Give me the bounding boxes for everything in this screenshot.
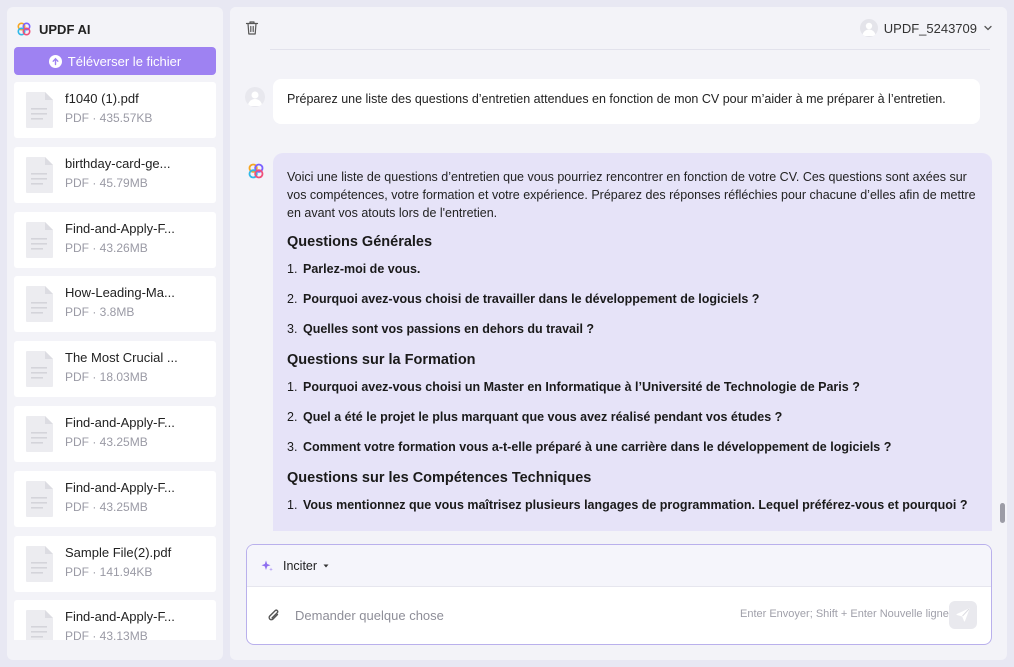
file-list [14,82,216,640]
file-item[interactable] [14,276,216,332]
upload-icon [49,55,62,68]
pdf-file-icon [25,415,55,453]
pdf-file-icon [25,545,55,583]
file-meta: PDF · 43.25MB [65,500,148,514]
file-name: How-Leading-Ma... [65,285,175,300]
section-heading: Questions Générales [287,234,433,250]
file-item[interactable] [14,406,216,462]
question-item: 1. Parlez-moi de vous. [287,262,421,276]
header-divider [270,49,990,50]
question-text: Quelles sont vos passions en dehors du travail ? [303,322,595,336]
file-item[interactable] [14,341,216,397]
chevron-down-icon [983,23,993,33]
sidebar [7,7,223,660]
question-text: Vous mentionnez que vous maîtrisez plusieurs langages de programmation. Lequel préférez-vous et pourquoi ? [303,498,968,512]
pdf-file-icon [25,350,55,388]
user-message: Préparez une liste des questions d’entretien attendues en fonction de mon CV pour m’aider à me préparer à l’entretien. [273,79,980,124]
keyboard-hint: Enter Envoyer; Shift + Enter Nouvelle ligne [740,608,949,620]
composer [246,544,992,645]
question-text: Comment votre formation vous a-t-elle préparé à une carrière dans le développement de logiciels ? [303,440,892,454]
question-item: 1. Vous mentionnez que vous maîtrisez plusieurs langages de programmation. Lequel préférez-vous et pourquoi ? [287,498,968,512]
pdf-file-icon [25,221,55,259]
pdf-file-icon [25,285,55,323]
sparkle-icon [260,559,274,573]
question-item: 2. Pourquoi avez-vous choisi de travailler dans le développement de logiciels ? [287,292,760,306]
user-menu[interactable] [860,19,993,37]
app-title: UPDF AI [39,21,91,37]
paperclip-icon[interactable] [266,607,282,625]
question-item: 3. Comment votre formation vous a-t-elle préparé à une carrière dans le développement de logiciels ? [287,440,892,454]
avatar [860,19,878,37]
file-name: f1040 (1).pdf [65,91,139,106]
send-button[interactable] [949,601,977,629]
updf-logo-icon [17,22,31,36]
question-item: 3. Quelles sont vos passions en dehors du travail ? [287,322,595,336]
question-text: Pourquoi avez-vous choisi de travailler dans le développement de logiciels ? [303,292,760,306]
file-name: Sample File(2).pdf [65,545,172,560]
file-meta: PDF · 3.8MB [65,305,135,319]
file-item[interactable] [14,600,216,640]
file-name: Find-and-Apply-F... [65,609,175,624]
file-item[interactable] [14,471,216,527]
trash-icon[interactable] [245,20,259,36]
file-name: birthday-card-ge... [65,156,171,171]
ai-response [273,153,992,531]
upload-file-button[interactable] [14,47,216,75]
pdf-file-icon [25,156,55,194]
pdf-file-icon [25,609,55,640]
file-meta: PDF · 45.79MB [65,176,148,190]
updf-ai-icon [248,163,264,179]
file-meta: PDF · 18.03MB [65,370,148,384]
file-name: Find-and-Apply-F... [65,480,175,495]
file-meta: PDF · 43.25MB [65,435,148,449]
chat-header [230,7,1007,51]
file-meta: PDF · 435.57KB [65,111,153,125]
file-item[interactable] [14,147,216,203]
upload-label: Téléverser le fichier [67,53,182,69]
prompt-bar [247,545,991,587]
user-avatar [245,87,265,107]
file-meta: PDF · 43.26MB [65,241,148,255]
question-text: Quel a été le projet le plus marquant que vous avez réalisé pendant vos études ? [303,410,783,424]
question-item: 2. Quel a été le projet le plus marquant que vous avez réalisé pendant vos études ? [287,410,783,424]
file-item[interactable] [14,212,216,268]
file-name: The Most Crucial ... [65,350,178,365]
file-name: Find-and-Apply-F... [65,221,175,236]
section-heading: Questions sur les Compétences Techniques [287,470,592,486]
prompt-dropdown[interactable]: Inciter [283,559,318,573]
chat-panel [230,7,1007,660]
file-meta: PDF · 141.94KB [65,565,153,579]
brand [17,21,91,37]
question-text: Pourquoi avez-vous choisi un Master en Informatique à l’Université de Technologie de Paris ? [303,380,860,394]
file-name: Find-and-Apply-F... [65,415,175,430]
pdf-file-icon [25,480,55,518]
question-text: Parlez-moi de vous. [303,262,421,276]
file-item[interactable] [14,82,216,138]
ask-input[interactable] [295,603,715,627]
question-item: 1. Pourquoi avez-vous choisi un Master en Informatique à l’Université de Technologie de Paris ? [287,380,860,394]
section-heading: Questions sur la Formation [287,352,476,368]
pdf-file-icon [25,91,55,129]
send-icon [955,607,971,623]
file-meta: PDF · 43.13MB [65,629,148,640]
username: UPDF_5243709 [883,20,977,36]
file-item[interactable] [14,536,216,592]
chat-scrollbar[interactable] [1000,503,1005,523]
caret-down-icon[interactable] [322,562,330,570]
ai-intro-text: Voici une liste de questions d’entretien que vous pourriez rencontrer en fonction de votre CV. Ces questions sont axées sur vos compétences, votre formation et votre expérience. Préparez des réponses réfléchies pour chacune d’elles afin de mettre en avant vos atouts lors de l'entretien. [287,170,976,220]
